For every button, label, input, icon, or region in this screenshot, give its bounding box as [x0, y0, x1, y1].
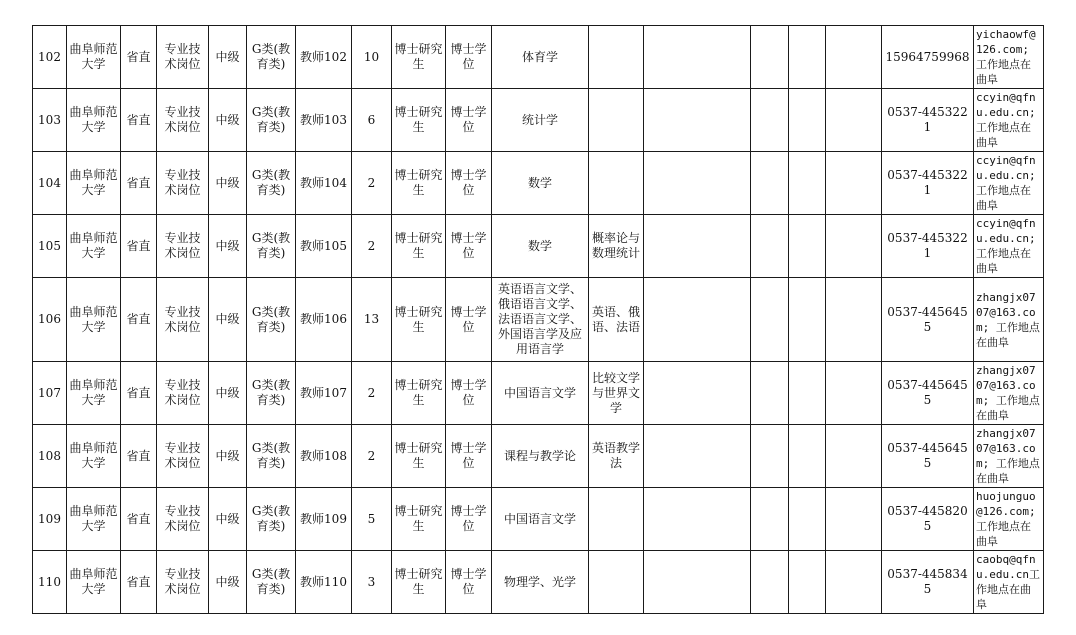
cell-major: 统计学 — [492, 89, 589, 152]
cell-extra-a — [751, 152, 789, 215]
cell-extra-a — [751, 215, 789, 278]
cell-degree: 博士学位 — [446, 362, 492, 425]
cell-extra-b — [789, 215, 826, 278]
cell-requirement — [644, 26, 751, 89]
cell-post-level: 中级 — [209, 215, 247, 278]
cell-count: 2 — [352, 425, 392, 488]
cell-post-type: 专业技术岗位 — [157, 152, 209, 215]
cell-extra-a — [751, 278, 789, 362]
cell-level: 省直 — [121, 362, 157, 425]
cell-requirement — [644, 362, 751, 425]
cell-extra-b — [789, 89, 826, 152]
cell-post-level: 中级 — [209, 362, 247, 425]
cell-degree: 博士学位 — [446, 488, 492, 551]
cell-no: 108 — [33, 425, 67, 488]
cell-empty — [826, 362, 882, 425]
cell-direction: 比较文学与世界文学 — [589, 362, 644, 425]
table-row — [33, 215, 1044, 278]
cell-empty — [826, 26, 882, 89]
cell-extra-a — [751, 425, 789, 488]
cell-major: 体育学 — [492, 26, 589, 89]
cell-category: G类(教育类) — [247, 278, 296, 362]
cell-extra-a — [751, 89, 789, 152]
cell-contact: ccyin@qfnu.edu.cn; 工作地点在曲阜 — [974, 152, 1044, 215]
cell-major: 数学 — [492, 152, 589, 215]
cell-direction — [589, 26, 644, 89]
cell-degree: 博士学位 — [446, 278, 492, 362]
cell-post-type: 专业技术岗位 — [157, 89, 209, 152]
cell-contact: ccyin@qfnu.edu.cn; 工作地点在曲阜 — [974, 215, 1044, 278]
cell-count: 2 — [352, 362, 392, 425]
cell-category: G类(教育类) — [247, 26, 296, 89]
cell-contact: zhangjx0707@163.com; 工作地点在曲阜 — [974, 425, 1044, 488]
cell-direction — [589, 152, 644, 215]
cell-level: 省直 — [121, 488, 157, 551]
cell-extra-b — [789, 26, 826, 89]
cell-phone: 15964759968 — [882, 26, 974, 89]
cell-degree: 博士学位 — [446, 152, 492, 215]
cell-phone: 0537-4456455 — [882, 362, 974, 425]
cell-level: 省直 — [121, 26, 157, 89]
cell-direction — [589, 551, 644, 614]
cell-no: 106 — [33, 278, 67, 362]
cell-level: 省直 — [121, 425, 157, 488]
cell-unit: 曲阜师范大学 — [67, 551, 121, 614]
cell-post-level: 中级 — [209, 26, 247, 89]
cell-post-level: 中级 — [209, 152, 247, 215]
cell-post-level: 中级 — [209, 278, 247, 362]
table-row — [33, 362, 1044, 425]
cell-extra-a — [751, 26, 789, 89]
cell-no: 103 — [33, 89, 67, 152]
cell-post-type: 专业技术岗位 — [157, 362, 209, 425]
cell-count: 2 — [352, 215, 392, 278]
cell-degree: 博士学位 — [446, 89, 492, 152]
cell-contact: yichaowf@126.com; 工作地点在曲阜 — [974, 26, 1044, 89]
cell-category: G类(教育类) — [247, 425, 296, 488]
cell-post-type: 专业技术岗位 — [157, 278, 209, 362]
cell-no: 104 — [33, 152, 67, 215]
cell-no: 110 — [33, 551, 67, 614]
cell-direction: 概率论与数理统计 — [589, 215, 644, 278]
cell-post-type: 专业技术岗位 — [157, 425, 209, 488]
cell-unit: 曲阜师范大学 — [67, 89, 121, 152]
cell-degree: 博士学位 — [446, 215, 492, 278]
cell-empty — [826, 152, 882, 215]
cell-count: 2 — [352, 152, 392, 215]
cell-major: 中国语言文学 — [492, 488, 589, 551]
cell-contact: zhangjx0707@163.com; 工作地点在曲阜 — [974, 278, 1044, 362]
cell-no: 107 — [33, 362, 67, 425]
cell-category: G类(教育类) — [247, 152, 296, 215]
cell-level: 省直 — [121, 215, 157, 278]
cell-no: 105 — [33, 215, 67, 278]
cell-major: 中国语言文学 — [492, 362, 589, 425]
cell-post-type: 专业技术岗位 — [157, 26, 209, 89]
cell-extra-b — [789, 488, 826, 551]
job-table-wrapper — [32, 25, 1044, 614]
cell-extra-b — [789, 152, 826, 215]
cell-phone: 0537-4458345 — [882, 551, 974, 614]
cell-category: G类(教育类) — [247, 89, 296, 152]
cell-unit: 曲阜师范大学 — [67, 362, 121, 425]
cell-requirement — [644, 425, 751, 488]
cell-empty — [826, 551, 882, 614]
cell-category: G类(教育类) — [247, 362, 296, 425]
table-row — [33, 278, 1044, 362]
cell-phone: 0537-4453221 — [882, 215, 974, 278]
cell-post-name: 教师109 — [296, 488, 352, 551]
cell-phone: 0537-4456455 — [882, 425, 974, 488]
cell-requirement — [644, 488, 751, 551]
cell-empty — [826, 215, 882, 278]
cell-phone: 0537-4453221 — [882, 152, 974, 215]
table-row — [33, 425, 1044, 488]
cell-major: 数学 — [492, 215, 589, 278]
cell-post-name: 教师108 — [296, 425, 352, 488]
table-row — [33, 89, 1044, 152]
cell-post-name: 教师110 — [296, 551, 352, 614]
cell-post-level: 中级 — [209, 488, 247, 551]
cell-count: 6 — [352, 89, 392, 152]
cell-post-level: 中级 — [209, 425, 247, 488]
cell-phone: 0537-4453221 — [882, 89, 974, 152]
cell-post-name: 教师103 — [296, 89, 352, 152]
cell-contact: zhangjx0707@163.com; 工作地点在曲阜 — [974, 362, 1044, 425]
cell-degree: 博士学位 — [446, 425, 492, 488]
cell-education: 博士研究生 — [392, 26, 446, 89]
cell-count: 10 — [352, 26, 392, 89]
cell-requirement — [644, 215, 751, 278]
cell-empty — [826, 425, 882, 488]
cell-post-name: 教师105 — [296, 215, 352, 278]
cell-education: 博士研究生 — [392, 152, 446, 215]
cell-unit: 曲阜师范大学 — [67, 278, 121, 362]
job-table — [32, 25, 1044, 614]
cell-post-type: 专业技术岗位 — [157, 551, 209, 614]
cell-contact: ccyin@qfnu.edu.cn; 工作地点在曲阜 — [974, 89, 1044, 152]
cell-phone: 0537-4456455 — [882, 278, 974, 362]
cell-post-type: 专业技术岗位 — [157, 488, 209, 551]
cell-unit: 曲阜师范大学 — [67, 26, 121, 89]
cell-direction: 英语、俄语、法语 — [589, 278, 644, 362]
cell-education: 博士研究生 — [392, 362, 446, 425]
cell-post-name: 教师102 — [296, 26, 352, 89]
cell-extra-a — [751, 488, 789, 551]
cell-empty — [826, 488, 882, 551]
cell-direction — [589, 488, 644, 551]
cell-empty — [826, 89, 882, 152]
cell-unit: 曲阜师范大学 — [67, 152, 121, 215]
cell-level: 省直 — [121, 278, 157, 362]
cell-category: G类(教育类) — [247, 215, 296, 278]
cell-education: 博士研究生 — [392, 215, 446, 278]
table-row — [33, 26, 1044, 89]
cell-no: 109 — [33, 488, 67, 551]
cell-requirement — [644, 152, 751, 215]
cell-direction: 英语教学法 — [589, 425, 644, 488]
cell-extra-b — [789, 425, 826, 488]
cell-level: 省直 — [121, 89, 157, 152]
cell-requirement — [644, 551, 751, 614]
cell-count: 3 — [352, 551, 392, 614]
cell-education: 博士研究生 — [392, 89, 446, 152]
table-row — [33, 152, 1044, 215]
cell-extra-a — [751, 551, 789, 614]
cell-requirement — [644, 89, 751, 152]
cell-unit: 曲阜师范大学 — [67, 425, 121, 488]
cell-category: G类(教育类) — [247, 488, 296, 551]
cell-extra-b — [789, 362, 826, 425]
cell-degree: 博士学位 — [446, 26, 492, 89]
cell-phone: 0537-4458205 — [882, 488, 974, 551]
cell-count: 5 — [352, 488, 392, 551]
cell-post-name: 教师107 — [296, 362, 352, 425]
cell-post-name: 教师104 — [296, 152, 352, 215]
cell-degree: 博士学位 — [446, 551, 492, 614]
cell-major: 课程与教学论 — [492, 425, 589, 488]
cell-major: 英语语言文学、俄语语言文学、法语语言文学、外国语言学及应用语言学 — [492, 278, 589, 362]
cell-extra-a — [751, 362, 789, 425]
cell-no: 102 — [33, 26, 67, 89]
cell-empty — [826, 278, 882, 362]
table-row — [33, 488, 1044, 551]
cell-category: G类(教育类) — [247, 551, 296, 614]
cell-unit: 曲阜师范大学 — [67, 488, 121, 551]
cell-extra-b — [789, 278, 826, 362]
cell-level: 省直 — [121, 551, 157, 614]
cell-post-name: 教师106 — [296, 278, 352, 362]
cell-post-type: 专业技术岗位 — [157, 215, 209, 278]
cell-post-level: 中级 — [209, 551, 247, 614]
cell-contact: huojunguo@126.com; 工作地点在曲阜 — [974, 488, 1044, 551]
cell-requirement — [644, 278, 751, 362]
cell-count: 13 — [352, 278, 392, 362]
cell-extra-b — [789, 551, 826, 614]
cell-level: 省直 — [121, 152, 157, 215]
cell-major: 物理学、光学 — [492, 551, 589, 614]
cell-education: 博士研究生 — [392, 551, 446, 614]
table-row — [33, 551, 1044, 614]
cell-unit: 曲阜师范大学 — [67, 215, 121, 278]
cell-direction — [589, 89, 644, 152]
table-body — [33, 26, 1044, 614]
cell-education: 博士研究生 — [392, 488, 446, 551]
cell-education: 博士研究生 — [392, 278, 446, 362]
cell-contact: caobq@qfnu.edu.cn工作地点在曲阜 — [974, 551, 1044, 614]
cell-education: 博士研究生 — [392, 425, 446, 488]
cell-post-level: 中级 — [209, 89, 247, 152]
